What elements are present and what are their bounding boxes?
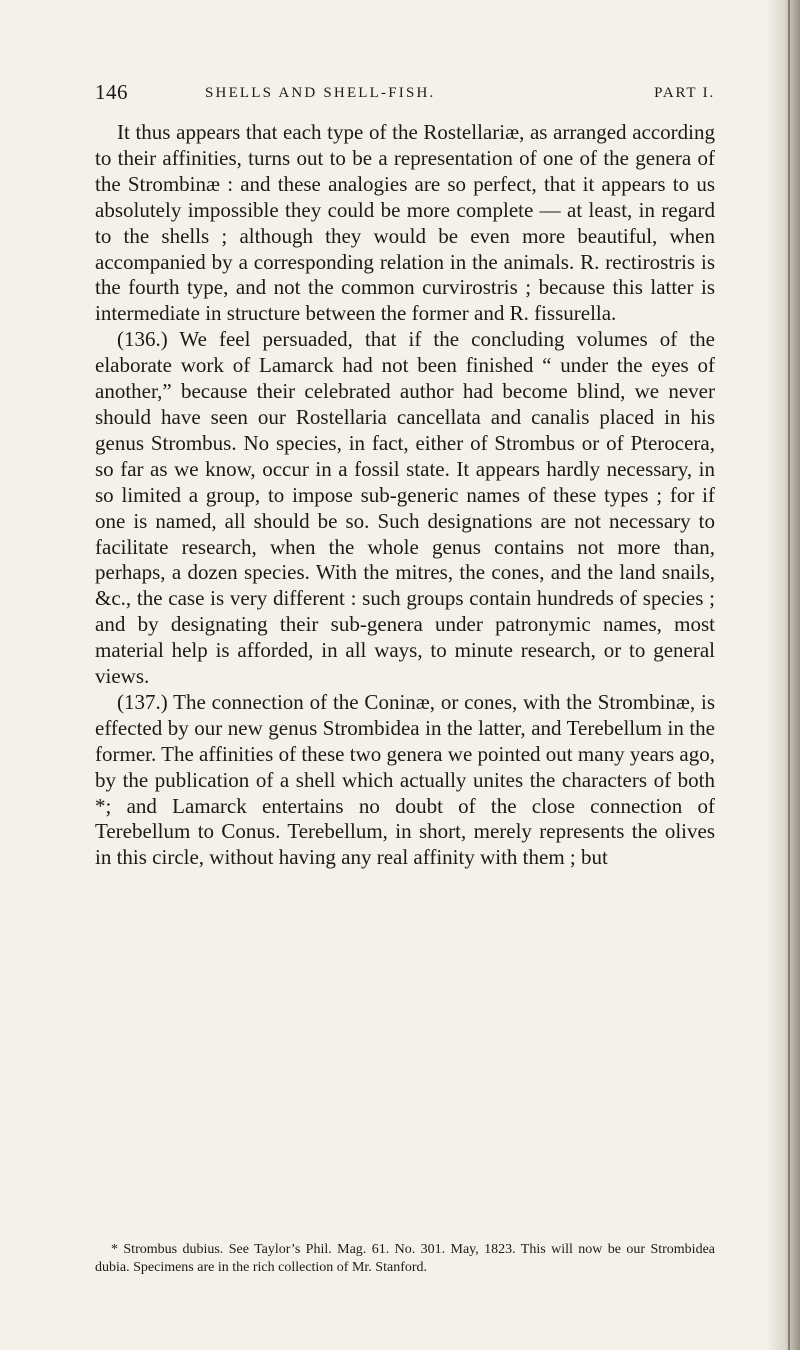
page-number: 146 (95, 80, 128, 104)
footnote: * Strombus dubius. See Taylor’s Phil. Mag. 61. No. 301. May, 1823. This will now be our Strombidea dubia. Specimens are in the rich collection of Mr. Stanford. (95, 1242, 715, 1275)
paragraph-rostellariae-types: It thus appears that each type of the Rostellariæ, as arranged according to their affinities, turns out to be a representation of one of the genera of the Strombinæ : and these analogies are so perfect, that it appears to us absolutely impossible they could be more complete — at least, in regard to the shells ; although they would be even more beautiful, when accompanied by a corresponding relation in the animals. R. rectirostris is the fourth type, and not the common curvirostris ; because this latter is intermediate in structure between the former and R. fissurella. (95, 120, 715, 326)
running-header (95, 80, 715, 112)
part-label: PART I. (654, 85, 715, 101)
page-edge-line (788, 0, 790, 1350)
body-text (95, 120, 715, 871)
page-edge-shadow (766, 0, 800, 1350)
paragraph-137: (137.) The connection of the Coninæ, or cones, with the Strombinæ, is effected by our new genus Strombidea in the latter, and Terebellum in the former. The affinities of these two genera we pointed out many years ago, by the publication of a shell which actually unites the characters of both *; and Lamarck entertains no doubt of the close connection of Terebellum to Conus. Terebellum, in short, merely represents the olives in this circle, without having any real affinity with them ; but (95, 689, 715, 870)
paragraph-136: (136.) We feel persuaded, that if the concluding volumes of the elaborate work of Lamarck had not been finished “ under the eyes of another,” because their celebrated author had become blind, we never should have seen our Rostellaria cancellata and canalis placed in his genus Strombus. No species, in fact, either of Strombus or of Pterocera, so far as we know, occur in a fossil state. It appears hardly necessary, in so limited a group, to impose sub-generic names of these types ; for if one is named, all should be so. Such designations are not necessary to facilitate research, when the whole genus contains not more than, perhaps, a dozen species. With the mitres, the cones, and the land snails, &c., the case is very different : such groups contain hundreds of species ; and by designating their sub-genera under patronymic names, most material help is afforded, in all ways, to minute research, or to general views. (95, 327, 715, 689)
running-title: SHELLS AND SHELL-FISH. (205, 85, 436, 101)
